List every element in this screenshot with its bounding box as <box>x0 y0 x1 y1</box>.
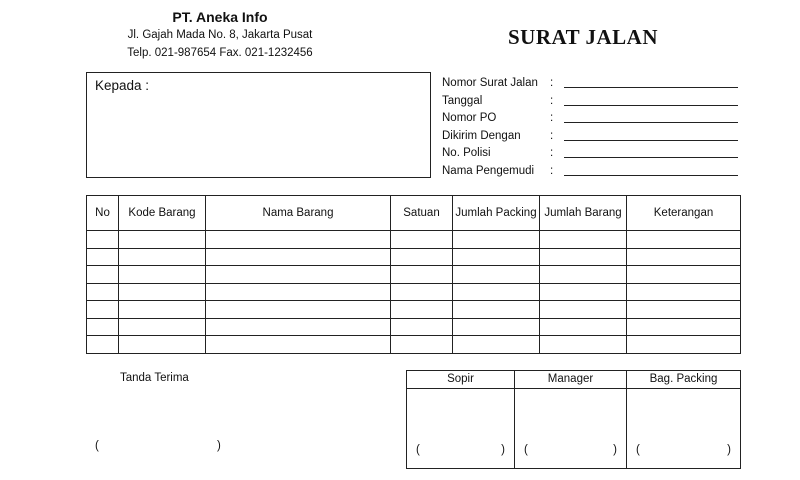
recipient-box <box>86 72 431 178</box>
receipt-label: Tanda Terima <box>120 372 189 384</box>
cell-jumlah_barang <box>540 318 627 336</box>
cell-keterangan <box>627 336 741 354</box>
company-name: PT. Aneka Info <box>172 9 268 25</box>
table-row <box>87 266 741 284</box>
cell-keterangan <box>627 266 741 284</box>
cell-satuan <box>391 283 453 301</box>
cell-satuan <box>391 318 453 336</box>
cell-keterangan <box>627 301 741 319</box>
info-blank-line <box>564 175 738 176</box>
info-colon: : <box>550 164 554 177</box>
cell-jumlah_barang <box>540 266 627 284</box>
table-row <box>87 231 741 249</box>
info-label: Dikirim Dengan <box>442 129 521 142</box>
cell-no <box>87 231 119 249</box>
info-blank-line <box>564 122 738 123</box>
cell-kode <box>119 231 206 249</box>
info-label: Nomor PO <box>442 112 497 124</box>
cell-nama <box>206 336 391 354</box>
signature-role-bag-packing: Bag. Packing <box>627 371 741 389</box>
info-row-tanggal <box>442 93 742 111</box>
receipt-paren-close: ) <box>217 440 221 452</box>
column-header-jumlah-barang: Jumlah Barang <box>540 196 627 231</box>
cell-keterangan <box>627 283 741 301</box>
recipient-label: Kepada : <box>95 78 150 93</box>
signature-table <box>406 370 741 469</box>
cell-nama <box>206 266 391 284</box>
signature-space-bag-packing <box>627 389 741 469</box>
cell-no <box>87 266 119 284</box>
document-title: SURAT JALAN <box>508 25 658 49</box>
info-label: No. Polisi <box>442 147 491 159</box>
cell-satuan <box>391 301 453 319</box>
table-row <box>87 283 741 301</box>
cell-jumlah_packing <box>453 231 540 249</box>
signature-space-row <box>407 389 741 469</box>
info-blank-line <box>564 87 738 88</box>
cell-nama <box>206 318 391 336</box>
info-label: Nama Pengemudi <box>442 164 535 177</box>
cell-no <box>87 336 119 354</box>
cell-jumlah_packing <box>453 336 540 354</box>
cell-no <box>87 318 119 336</box>
paren-open: ( <box>524 444 528 456</box>
cell-kode <box>119 283 206 301</box>
company-contact: Telp. 021-987654 Fax. 021-1232456 <box>127 47 313 59</box>
signature-header-row <box>407 371 741 389</box>
cell-nama <box>206 301 391 319</box>
cell-satuan <box>391 231 453 249</box>
signature-role-sopir: Sopir <box>407 371 515 389</box>
cell-jumlah_packing <box>453 301 540 319</box>
info-colon: : <box>550 112 554 124</box>
paren-close: ) <box>727 444 731 456</box>
cell-jumlah_packing <box>453 266 540 284</box>
items-header-row <box>87 196 741 231</box>
company-address: Jl. Gajah Mada No. 8, Jakarta Pusat <box>127 29 313 41</box>
table-row <box>87 318 741 336</box>
cell-kode <box>119 336 206 354</box>
info-row-nomor-po <box>442 110 742 128</box>
cell-kode <box>119 318 206 336</box>
cell-no <box>87 301 119 319</box>
cell-jumlah_packing <box>453 283 540 301</box>
items-table <box>86 195 741 354</box>
cell-nama <box>206 248 391 266</box>
cell-jumlah_barang <box>540 248 627 266</box>
paren-close: ) <box>613 444 617 456</box>
column-header-kode-barang: Kode Barang <box>119 196 206 231</box>
paren-open: ( <box>416 444 420 456</box>
paren-open: ( <box>636 444 640 456</box>
cell-keterangan <box>627 231 741 249</box>
info-row-dikirim-dengan <box>442 128 742 146</box>
info-colon: : <box>550 147 554 159</box>
info-label: Tanggal <box>442 94 483 107</box>
cell-jumlah_packing <box>453 248 540 266</box>
info-label: Nomor Surat Jalan <box>442 77 538 89</box>
cell-keterangan <box>627 248 741 266</box>
cell-jumlah_barang <box>540 283 627 301</box>
column-header-keterangan: Keterangan <box>627 196 741 231</box>
info-fields <box>442 75 742 180</box>
column-header-no: No <box>87 196 119 231</box>
info-row-nomor-surat-jalan <box>442 75 742 93</box>
cell-no <box>87 248 119 266</box>
info-colon: : <box>550 94 554 107</box>
cell-kode <box>119 266 206 284</box>
items-table-body <box>87 231 741 354</box>
signature-role-manager: Manager <box>515 371 627 389</box>
signature-space-sopir <box>407 389 515 469</box>
info-colon: : <box>550 77 554 89</box>
paren-close: ) <box>501 444 505 456</box>
info-blank-line <box>564 105 738 106</box>
cell-nama <box>206 283 391 301</box>
cell-satuan <box>391 266 453 284</box>
column-header-jumlah-packing: Jumlah Packing <box>453 196 540 231</box>
cell-jumlah_barang <box>540 336 627 354</box>
info-row-nama-pengemudi <box>442 163 742 181</box>
cell-no <box>87 283 119 301</box>
company-header <box>100 8 340 62</box>
info-blank-line <box>564 140 738 141</box>
cell-satuan <box>391 336 453 354</box>
cell-satuan <box>391 248 453 266</box>
table-row <box>87 301 741 319</box>
column-header-satuan: Satuan <box>391 196 453 231</box>
cell-kode <box>119 301 206 319</box>
info-blank-line <box>564 157 738 158</box>
info-colon: : <box>550 129 554 142</box>
signature-space-manager <box>515 389 627 469</box>
cell-nama <box>206 231 391 249</box>
column-header-nama-barang: Nama Barang <box>206 196 391 231</box>
cell-jumlah_packing <box>453 318 540 336</box>
cell-kode <box>119 248 206 266</box>
cell-jumlah_barang <box>540 301 627 319</box>
info-row-no-polisi <box>442 145 742 163</box>
table-row <box>87 248 741 266</box>
receipt-paren-open: ( <box>95 440 99 452</box>
table-row <box>87 336 741 354</box>
cell-jumlah_barang <box>540 231 627 249</box>
cell-keterangan <box>627 318 741 336</box>
